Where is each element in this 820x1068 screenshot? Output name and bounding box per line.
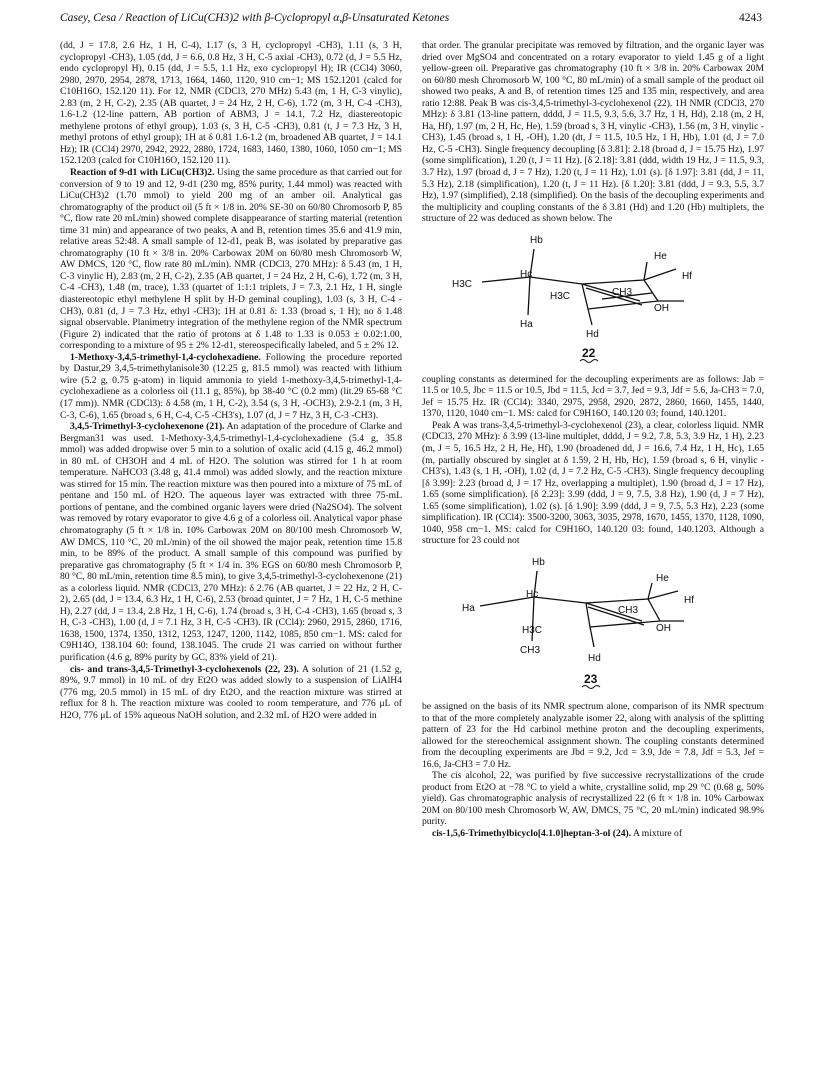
paragraph-text: An adaptation of the procedure of Clarke and Bergman31 was used. 1-Methoxy-3,4,5-trimethyl-1,4-cyclohexadiene (5.4 g, 35.8 mmol) was added dropwise over 5 min to a solution of oxalic acid (4.15 g, 46.2 mmol) in 80 mL of CH3OH and 4 mL of H2O. The solution was stirred for 1 h at room temperature. NaHCO3 (3.48 g, 41.4 mmol) was added slowly, and the reaction mixture was stirred for 15 min. The reaction mixture was then poured into a mixture of 75 mL of pentane and 150 mL of H2O. The aqueous layer was extracted with three 75-mL portions of pentane, and the combined organic layers were dried (Na2SO4). The solvent was removed by rotary evaporator to give 4.6 g of a colorless oil. Analytical vapor phase chromatography (5 ft × 1/8 in. 10% Carbowax 20M on 80/100 mesh Chromosorb W, AW DMCS, 110 °C, 20 mL/min) of the oil showed the major peak, retention time 15.8 min, to be 89% of the product. A small sample of this compound was purified by preparative gas chromatography (5 ft × 1/4 in. 3% EGS on 60/80 mesh Chromosorb P, 80 °C, 80 mL/min, retention time 8.5 min), to give 3,4,5-trimethyl-3-cyclohexenone (21) as a colorless liquid. NMR (CDCl3, 270 MHz): δ 2.76 (AB quartet, J = 22 Hz, 2 H, C-2), 2.65 (dd, J = 13.4, 6.3 Hz, 1 H, C-6), 2.53 (broad quintet, J = 7 Hz, 1 H, C-5 methine H), 2.27 (dd, J = 13.4, 2.8 Hz, 1 H, C-6), 1.74 (broad s, 3 H, C-4 -CH3), 1.65 (broad s, 3 H, C-3 -CH3), 1.00 (d, J = 7.1 Hz, 3 H, C-5 -CH3). IR (CCl4): 2960, 2915, 2860, 1716, 1638, 1500, 1374, 1350, 1312, 1253, 1247, 1200, 1142, 1085, 850 cm−1. MS: calcd for C9H14O, 138.104 60: found, 138.1045. The crude 21 was carried on without further purification (4.6 g, 89% purity by GC, 83% yield of 21). <box>60 421 402 663</box>
right-column-mid <box>422 374 764 547</box>
label-hf: Hf <box>682 270 692 282</box>
right-column-bottom <box>422 701 764 840</box>
paragraph <box>422 828 764 840</box>
label-he: He <box>654 250 667 262</box>
paragraph <box>422 374 764 420</box>
paragraph-text: coupling constants as determined for the decoupling experiments are as follows: Jab = 11.5 or 10.5, Jbc = 11.5 or 10.5, Jbd = 11.5, Jcd = 3.7, Jed = 9.3, Jdf = 5.6, Ja-CH3 = 7.0, Jef = 15.75 Hz. IR (CCl4): 3340, 2975, 2958, 2920, 2872, 2860, 1660, 1455, 1440, 1370, 1120, 1040 cm−1. MS: calcd for C9H16O, 140.120 03; found, 140.1201. <box>422 373 764 420</box>
compound-number-23: 23 <box>584 671 598 686</box>
paragraph <box>422 770 764 828</box>
paragraph <box>60 167 402 352</box>
label-oh: OH <box>654 302 669 314</box>
label-ha: Ha <box>462 602 475 614</box>
paragraph-heading: cis- and trans-3,4,5-Trimethyl-3-cyclohexenols (22, 23). <box>70 663 299 675</box>
label-hb: Hb <box>530 234 543 246</box>
paragraph <box>422 420 764 547</box>
label-hb: Hb <box>532 556 545 568</box>
label-ha: Ha <box>520 318 533 330</box>
paragraph-heading: Reaction of 9-d1 with LiCu(CH3)2. <box>70 167 215 179</box>
paragraph-text: Peak A was trans-3,4,5-trimethyl-3-cyclohexenol (23), a clear, colorless liquid. NMR (CDCl3, 270 MHz): δ 3.99 (13-line multiplet, dddd, J = 9.2, 7.8, 5.3, 3.9 Hz, 1 H), 2.23 (m, J = 5, 16.5 Hz, 2 H, He, Hf), 1.90 (broadened dd, J = 16.6, 7.4 Hz, 1 H, Hc), 1.65 (m, partially obscured by singlet at δ 1.59, 2 H, Hb, Hc), 1.59 (broad s, 6 H, vinylic -CH3's), 1.43 (s, 1 H, -OH), 1.02 (d, J = 7.2 Hz, C-5 -CH3). Single frequency decoupling [δ 3.99]: 2.23 (broad d, J = 17 Hz, overlapping a multiplet), 1.90 (broad d, J = 17 Hz), 1.65 (some simplification). [δ 2.23]: 3.99 (ddd, J = 9, 7.5, 3.8 Hz), 1.90 (d, J = 7 Hz), 1.65 (some simplification), 1.02 (s). [δ 1.90]: 3.99 (ddd, J = 9, 7.5, 5.3 Hz), 2.23 (some simplification). IR (CCl4): 3500-3200, 3063, 3035, 2978, 1670, 1455, 1370, 1128, 1090, 1040, 958 cm−1. MS: calcd for C9H16O, 140.120 03: found, 140.1203. Although a structure for 23 could not <box>422 419 764 547</box>
running-header <box>60 12 762 30</box>
paragraph <box>60 664 402 722</box>
paragraph <box>422 701 764 770</box>
label-hc: Hc <box>520 268 533 280</box>
paragraph-text: The cis alcohol, 22, was purified by five successive recrystallizations of the crude product from Et2O at −78 °C to yield a white, crystalline solid, mp 29 °C (0.68 g, 50% yield). Gas chromatographic analysis of recrystallized 22 (6 ft × 1/8 in. 10% Carbowax 20M on 80/100 mesh Chromosorb W, AW, DMCS, 75 °C, 20 mL/min) indicated 98.9% purity. <box>422 770 764 828</box>
paragraph-text: that order. The granular precipitate was removed by filtration, and the organic layer was dried over MgSO4 and concentrated on a rotary evaporator to yield 1.45 g of a light yellow-green oil. Preparative gas chromatography (10 ft × 3/8 in. 20% Carbowax 20M on 60/80 mesh Chromosorb W, 100 °C, 80 mL/min) of a small sample of the product oil showed two peaks, A and B, of retention times 125 and 135 min, respectively, and area ratio 12:88. Peak B was cis-3,4,5-trimethyl-3-cyclohexenol (22). 1H NMR (CDCl3, 270 MHz): δ 3.81 (13-line pattern, dddd, J = 11.5, 9.3, 5.6, 3.7 Hz, 1 H, Hd), 2.18 (m, 2 H, Ha, Hf), 1.97 (m, 2 H, Hc, He), 1.59 (broad s, 3 H, vinylic -CH3), 1.56 (m, 3 H, vinylic -CH3), 1.45 (broad s, 1 H, -OH), 1.20 (dt, J = 11.5, 10.5 Hz, 1 H, Hb), 1.01 (d, J = 7.0 Hz, C-5 -CH3). Single frequency decoupling [δ 3.81]: 2.18 (broad d, J = 15.75 Hz), 1.97 (some simplification), 1.20 (t, J = 11 Hz). [δ 2.18]: 3.81 (ddd, width 19 Hz, J = 11.5, 9.3, 3.7 Hz), 1.97 (broad d, J = 7 Hz), 1.20 (t, J = 11 Hz), 1.01 (s). [δ 1.97]: 3.81 (dd, J = 11, 5.3 Hz), 2.18 (simplification), 1.20 (t, J = 11 Hz). [δ 1.20]: 3.81 (ddd, J = 9.3, 5.5, 3.7 Hz), 1.97 (simplified), 2.18 (simplified). On the basis of the decoupling experiments and the multiplicity and coupling constants of the δ 3.81 (Hd) and 1.20 (Hb) multiplets, the structure of 22 was deduced as shown below. The <box>422 40 764 225</box>
paragraph <box>60 40 402 167</box>
structure-23-drawing <box>422 551 764 696</box>
paragraph-heading: 3,4,5-Trimethyl-3-cyclohexenone (21). <box>70 421 225 433</box>
paragraph-text: A mixture of <box>631 827 683 839</box>
paragraph-text: be assigned on the basis of its NMR spectrum alone, comparison of its NMR spectrum to that of the more completely analyzable isomer 22, along with analysis of the splitting pattern of 23 for the Hd carbinol methine proton and the decoupling experiments, allowed for the stereochemical assignment shown. The coupling constants determined from the decoupling experiments are Jbd = 9.2, Jcd = 3.9, Jde = 7.8, Jdf = 5.3, Jef = 16.6, Ja-CH3 = 7.0 Hz. <box>422 700 764 770</box>
label-h3c-left: H3C <box>452 278 473 290</box>
label-hd: Hd <box>588 652 601 664</box>
label-h3c-mid: H3C <box>550 290 571 302</box>
structure-22-drawing <box>422 229 764 369</box>
left-column <box>60 40 402 721</box>
label-hd: Hd <box>586 328 599 340</box>
paragraph-text: (dd, J = 17.8, 2.6 Hz, 1 H, C-4), 1.17 (s, 3 H, cyclopropyl -CH3), 1.11 (s, 3 H, cyclopropyl -CH3), 1.05 (dd, J = 6.6, 0.8 Hz, 3 H, C-5 axial -CH3), 0.72 (d, J = 5.5 Hz, endo cyclopropyl H), 0.15 (dd, J = 5.5, 1.1 Hz, exo cyclopropyl H); IR (CCl4) 3060, 2980, 2970, 2954, 2878, 1713, 1664, 1460, 1120, 910 cm−1; MS 152.1201 (calcd for C10H16O, 152.120 11). For 12, NMR (CDCl3, 270 MHz) 5.43 (m, 1 H, C-3 vinylic), 2.83 (m, 2 H, C-2), 2.35 (AB quartet, J = 24 Hz, 2 H, C-6), 1.72 (m, 3 H, C-4 -CH3), 1.6-1.2 (12-line pattern, AB portion of ABM3, J = 14.1, 7.2 Hz, diastereotopic methylene protons of ethyl group), 1.03 (s, 3 H, C-5 -CH3), 0.81 (t, J = 7.3 Hz, 3 H, methyl protons of ethyl group); 1H at δ 0.81 1.6-1.2 (m, broadened AB quartet, J = 14.1 Hz); IR (CCl4) 2970, 2942, 2922, 2880, 1724, 1683, 1460, 1380, 1060, 1050 cm−1; MS 152.1203 (calcd for C10H16O, 152.120 11). <box>60 40 402 167</box>
label-ch3-ring: CH3 <box>618 604 639 616</box>
page-number: 4243 <box>739 12 762 24</box>
structure-22-figure <box>422 229 764 369</box>
label-h3c: H3C <box>522 624 543 636</box>
paragraph-text: Following the procedure reported by Dastur,29 3,4,5-trimethylanisole30 (12.25 g, 81.5 mmol) was reacted with lithium wire (5.2 g, 0.75 g-atom) in liquid ammonia to yield 1-methoxy-3,4,5-trimethyl-1,4-cyclohexadiene as a colorless oil (11.1 g, 85%), bp 38-40 °C (0.2 mm) (lit.29 65-68 °C (17 mm)). NMR (CDCl3): δ 4.58 (m, 1 H, C-2), 3.54 (s, 3 H, -OCH3), 2.9-2.1 (m, 3 H, C-3, C-6), 1.65 (broad s, 6 H, C-4, C-5 -CH3's), 1.07 (d, J = 7 Hz, 3 H, C-3 -CH3). <box>60 351 402 421</box>
label-hf: Hf <box>684 594 694 606</box>
right-column-top <box>422 40 764 225</box>
paragraph-heading: 1-Methoxy-3,4,5-trimethyl-1,4-cyclohexadiene. <box>70 351 261 363</box>
label-he: He <box>656 572 669 584</box>
label-ch3-low: CH3 <box>520 644 541 656</box>
running-title: Casey, Cesa / Reaction of LiCu(CH3)2 with β-Cyclopropyl α,β-Unsaturated Ketones <box>60 12 450 24</box>
structure-23-figure <box>422 551 764 696</box>
compound-number-22: 22 <box>582 345 596 360</box>
paragraph-text: A solution of 21 (1.52 g, 89%, 9.7 mmol) in 10 mL of dry Et2O was added slowly to a suspension of LiAlH4 (776 mg, 20.5 mmol) in 15 mL of dry Et2O, and the reaction mixture was stirred at reflux for 8 h. The reaction mixture was cooled to room temperature, and 776 μL of H2O, 776 μL of 15% aqueous NaOH solution, and 2.32 mL of H2O were added in <box>60 663 402 721</box>
label-oh: OH <box>656 622 671 634</box>
right-column <box>422 40 764 840</box>
paragraph <box>422 40 764 225</box>
paragraph-heading: cis-1,5,6-Trimethylbicyclo[4.1.0]heptan-3-ol (24). <box>432 827 632 839</box>
label-hc: Hc <box>526 588 539 600</box>
paragraph <box>60 421 402 663</box>
paragraph <box>60 352 402 421</box>
label-ch3: CH3 <box>612 286 633 298</box>
paragraph-text: Using the same procedure as that carried out for conversion of 9 to 19 and 12, 9-d1 (230 mg, 85% purity, 1.44 mmol) was reacted with LiCu(CH3)2 (1.70 mmol) to yield 200 mg of an amber oil. Analytical gas chromatography of the product oil (5 ft × 1/8 in. 20% SE-30 on 60/80 Chromosorb P, 85 °C, flow rate 20 mL/min) showed complete disappearance of starting material (retention time 31 min) and appearance of two peaks, A and B, retention times 35.6 and 41.9 min, relative areas 52:48. A small sample of 12-d1, peak B, was isolated by preparative gas chromatography (10 ft × 3/8 in. 20% Carbowax 20M on 60/80 mesh Chromosorb W, AW DMCS, 120 °C, flow rate 80 mL/min). NMR (CDCl3, 270 MHz): δ 5.43 (m, 1 H, C-3 vinylic H), 2.83 (m, 2 H, C-2), 2.35 (AB quartet, J = 24 Hz, 2 H, C-6), 1.72 (m, 3 H, C-4 -CH3), 1.48 (m, trace), 1.33 (quartet of 1:1:1 triplets, J = 7.3, 2.1 Hz, 1 H, single diastereotopic ethyl methylene H split by H-D geminal coupling), 1.03 (s, 3 H, C-4 -CH3), 0.81 (d, J = 7.3 Hz, ethyl -CH3); 1H at 0.81 δ: 1.33 (broad s, 1 H); no δ 1.48 signal observable. Planimetry integration of the methylene region of the NMR spectrum (Figure 2) indicated that the ratio of protons at δ 1.48 to 1.33 is 0.053 ± 0.02:1.00, corresponding to a mixture of 95 ± 2% 12-d1, stereospecifically labeled, and 5 ± 2% 12. <box>60 167 403 352</box>
